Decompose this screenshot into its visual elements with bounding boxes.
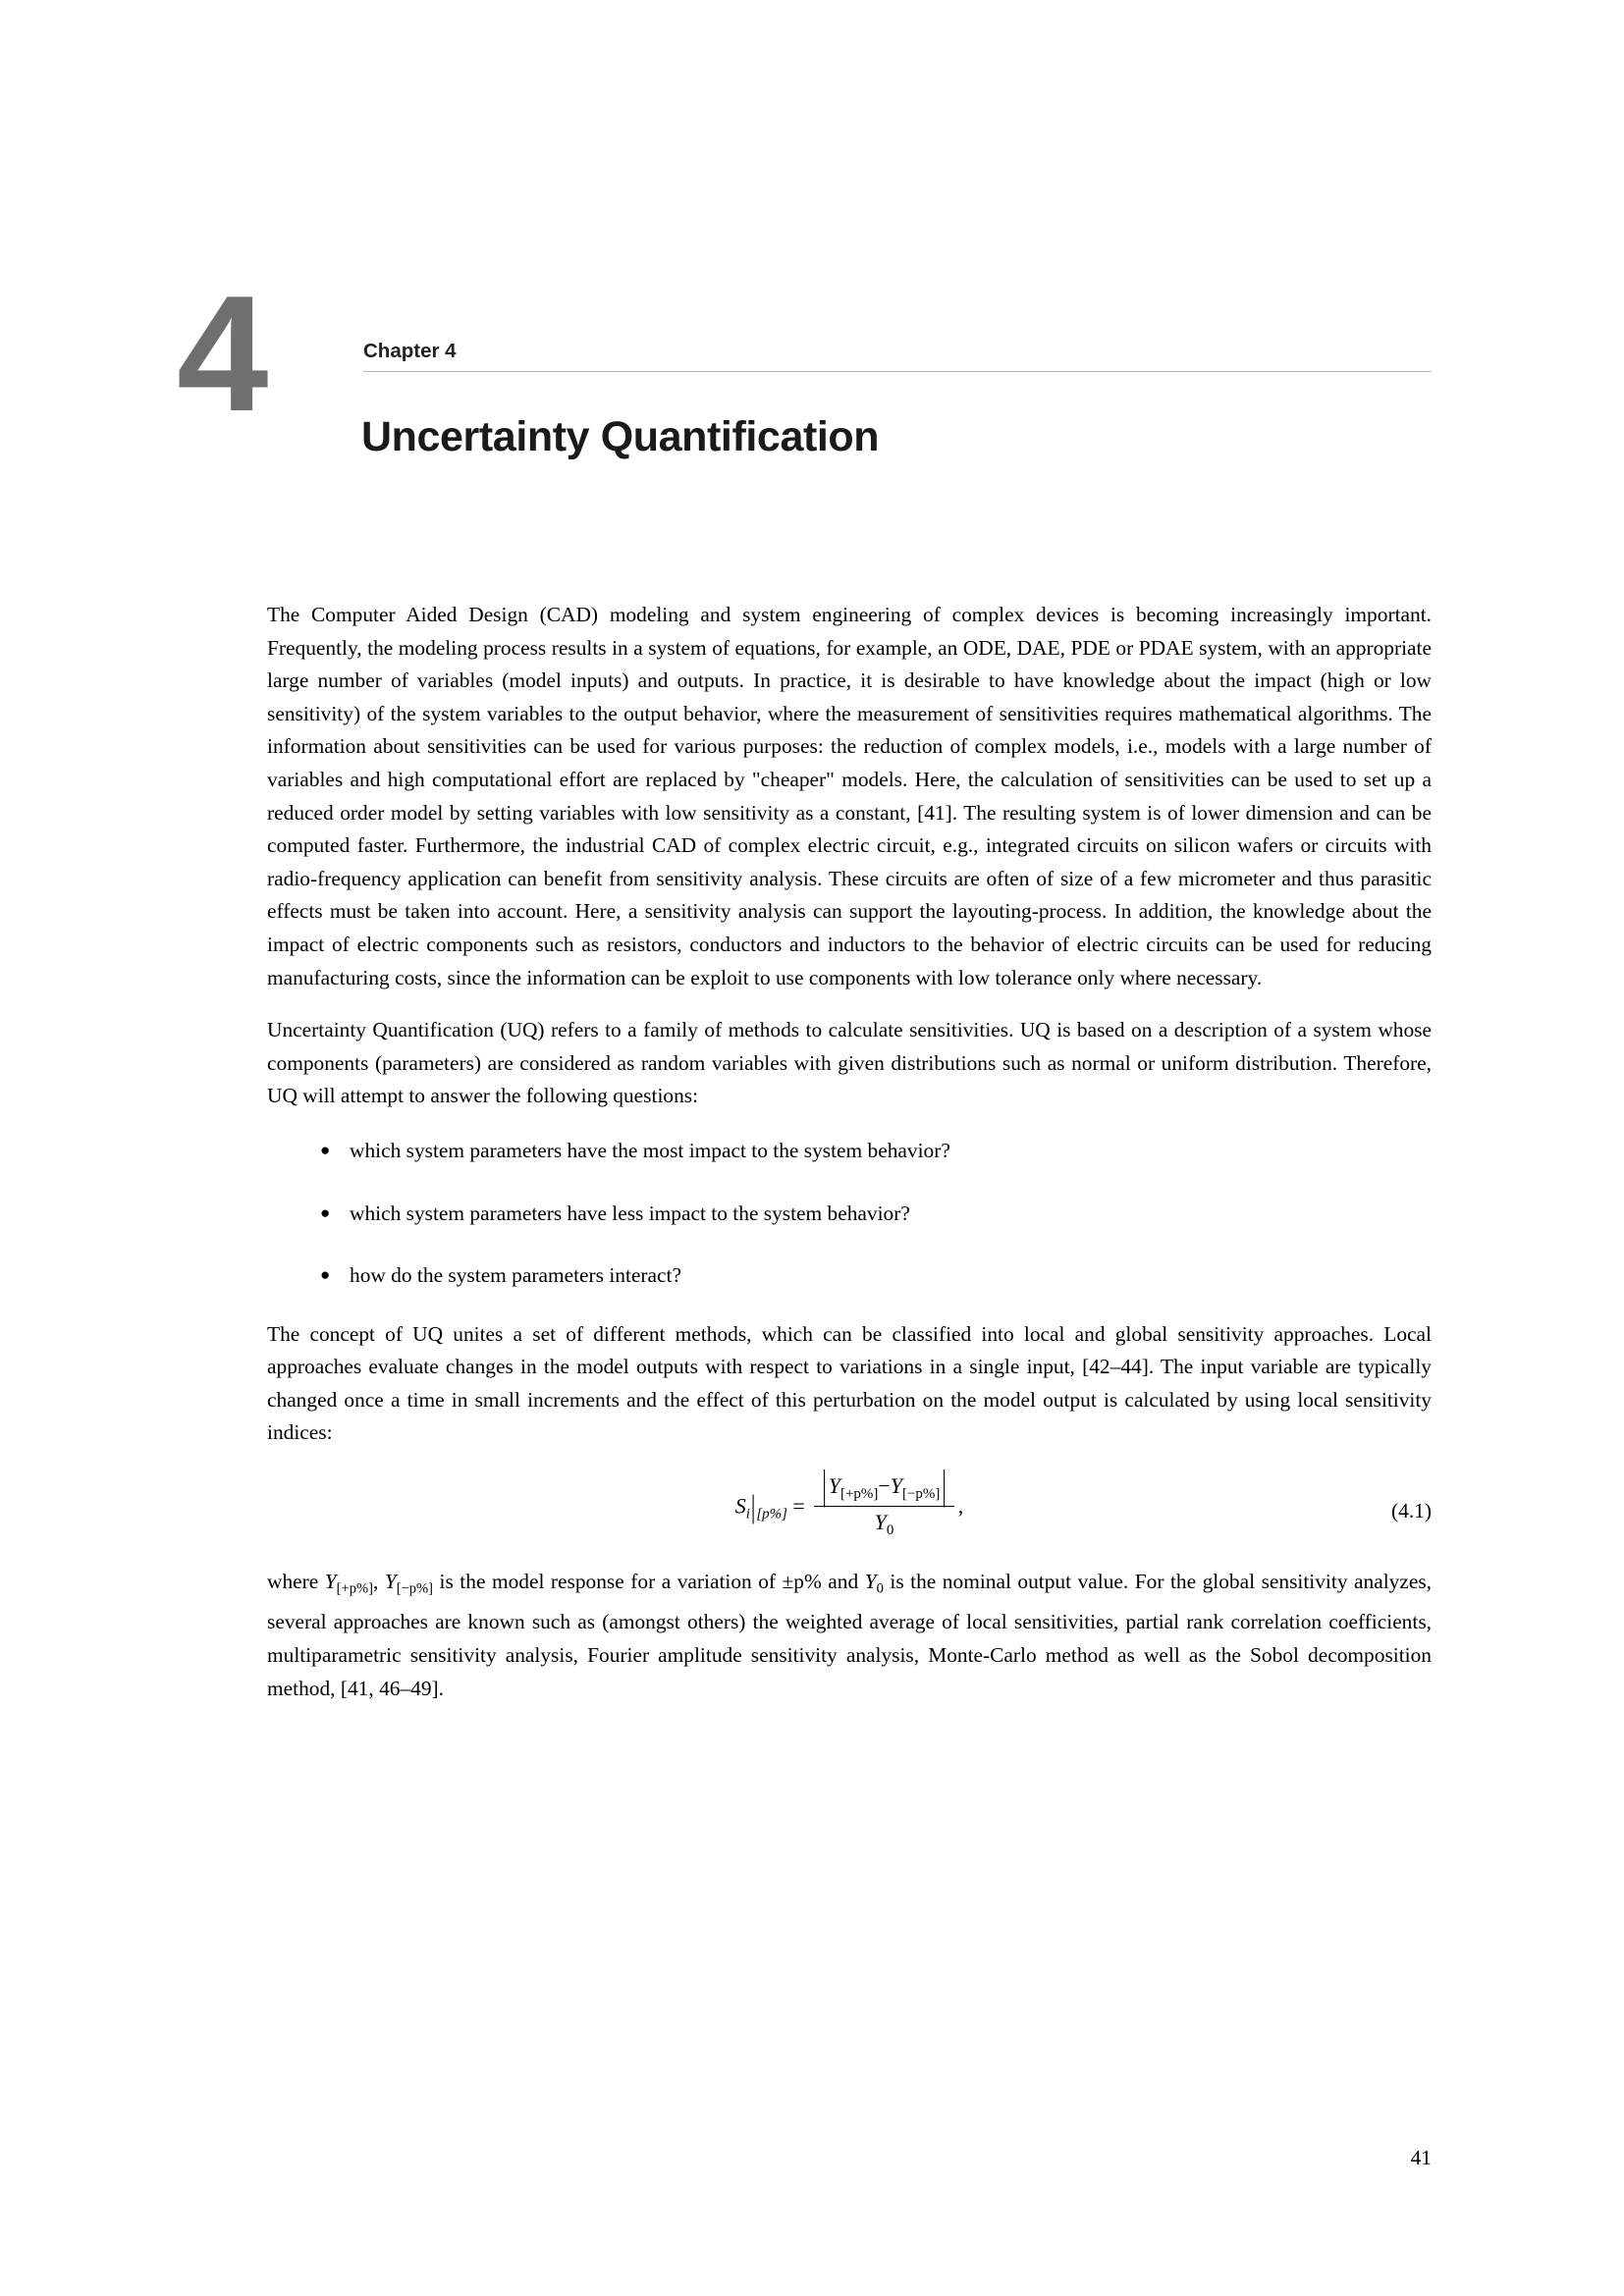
abs-bar-right-icon: |	[942, 1461, 947, 1508]
equation-number: (4.1)	[1391, 1499, 1432, 1523]
numerator-y-plus: Y	[828, 1473, 840, 1499]
page-content	[177, 0, 1432, 1725]
where-text-d: is the nominal output value. For the global sensitivity analyzes, several approaches are known such as (amongst others) the weighted average of local sensitivities, partial rank correlation coefficients, multiparametric sensitivity analysis, Fourier amplitude sensitivity analysis, Monte-Carlo method as well as the Sobol decomposition method, [41, 46–49].	[267, 1570, 1432, 1700]
inline-y-plus-subscript: [+p%]	[336, 1580, 373, 1597]
numerator-y-minus-subscript: [−p%]	[901, 1485, 941, 1502]
bullet-icon: ●	[320, 1265, 331, 1285]
chapter-number: 4	[177, 261, 265, 446]
list-item	[320, 1198, 1432, 1231]
body-text	[267, 599, 1432, 1705]
chapter-header	[177, 261, 1432, 479]
equation-body	[267, 1461, 1432, 1541]
paragraph-where-clause	[267, 1566, 1432, 1705]
uq-questions-list	[267, 1135, 1432, 1293]
list-item-label: which system parameters have less impact to the system behavior?	[350, 1201, 910, 1225]
numerator-y-plus-subscript: [+p%]	[839, 1485, 879, 1502]
paragraph-intro: The Computer Aided Design (CAD) modeling and system engineering of complex devices is becoming increasingly important. Frequently, the modeling process results in a system of equations, for example, an ODE, DAE, PDE or PDAE system, with an appropriate large number of variables (model inputs) and outputs. In practice, it is desirable to have knowledge about the impact (high or low sensitivity) of the system variables to the output behavior, where the measurement of sensitivities requires mathematical algorithms. The information about sensitivities can be used for various purposes: the reduction of complex models, i.e., models with a large number of variables and high computational effort are replaced by "cheaper" models. Here, the calculation of sensitivities can be used to set up a reduced order model by setting variables with low sensitivity as a constant, [41]. The resulting system is of lower dimension and can be computed faster. Furthermore, the industrial CAD of complex electric circuit, e.g., integrated circuits on silicon wafers or circuits with radio-frequency application can benefit from sensitivity analysis. These circuits are often of size of a few micrometer and thus parasitic effects must be taken into account. Here, a sensitivity analysis can support the layouting-process. In addition, the knowledge about the impact of electric components such as resistors, conductors and inductors to the behavior of electric circuits can be used for reducing manufacturing costs, since the information can be exploit to use components with low tolerance only where necessary.	[267, 603, 1432, 989]
list-item-label: how do the system parameters interact?	[350, 1263, 681, 1288]
paragraph-uq-definition: Uncertainty Quantification (UQ) refers to a family of methods to calculate sensitivities. UQ is based on a description of a system whose components (parameters) are considered as random variables with given distributions such as normal or uniform distribution. Therefore, UQ will attempt to answer the following questions:	[267, 1018, 1432, 1108]
inline-y-minus: Y	[384, 1570, 397, 1594]
equation-numerator	[814, 1461, 953, 1508]
inline-y-zero-subscript: 0	[876, 1580, 884, 1597]
chapter-title: Uncertainty Quantification	[361, 412, 880, 460]
where-text-c: is the model response for a variation of ±p% and	[433, 1570, 865, 1594]
paragraph-local-global: The concept of UQ unites a set of different methods, which can be classified into local and global sensitivity approaches. Local approaches evaluate changes in the model outputs with respect to variations in a single input, [42–44]. The input variable are typically changed once a time in small increments and the effect of this perturbation on the model output is calculated by using local sensitivity indices:	[267, 1321, 1432, 1445]
abs-bar-left-icon: |	[822, 1461, 827, 1508]
where-text-b: ,	[372, 1570, 385, 1594]
equation-trailing-comma: ,	[957, 1493, 964, 1519]
list-item	[320, 1259, 1432, 1293]
inline-y-plus: Y	[324, 1570, 337, 1594]
bullet-icon: ●	[320, 1140, 331, 1159]
equation-lhs-subscript: i	[745, 1506, 750, 1522]
inline-y-minus-subscript: [−p%]	[396, 1580, 434, 1597]
equation-4-1	[267, 1461, 1432, 1552]
equation-restriction-bar: |	[750, 1487, 756, 1524]
chapter-label: Chapter 4	[363, 340, 457, 362]
numerator-y-minus: Y	[890, 1473, 902, 1499]
chapter-header-divider	[363, 371, 1432, 372]
list-item-label: which system parameters have the most impact to the system behavior?	[350, 1138, 950, 1162]
numerator-minus: −	[878, 1473, 891, 1499]
where-text-a: where	[267, 1570, 325, 1594]
denominator-y: Y	[874, 1510, 887, 1535]
page-number: 41	[1410, 2146, 1432, 2169]
inline-y-zero: Y	[864, 1570, 877, 1594]
equation-fraction	[814, 1461, 953, 1539]
bullet-icon: ●	[320, 1202, 331, 1222]
equation-equals: =	[792, 1493, 805, 1519]
equation-denominator	[814, 1507, 953, 1539]
denominator-subscript: 0	[886, 1522, 894, 1539]
equation-lhs-condition: [p%]	[756, 1506, 787, 1522]
list-item	[320, 1135, 1432, 1168]
equation-lhs-symbol: S	[734, 1493, 746, 1519]
